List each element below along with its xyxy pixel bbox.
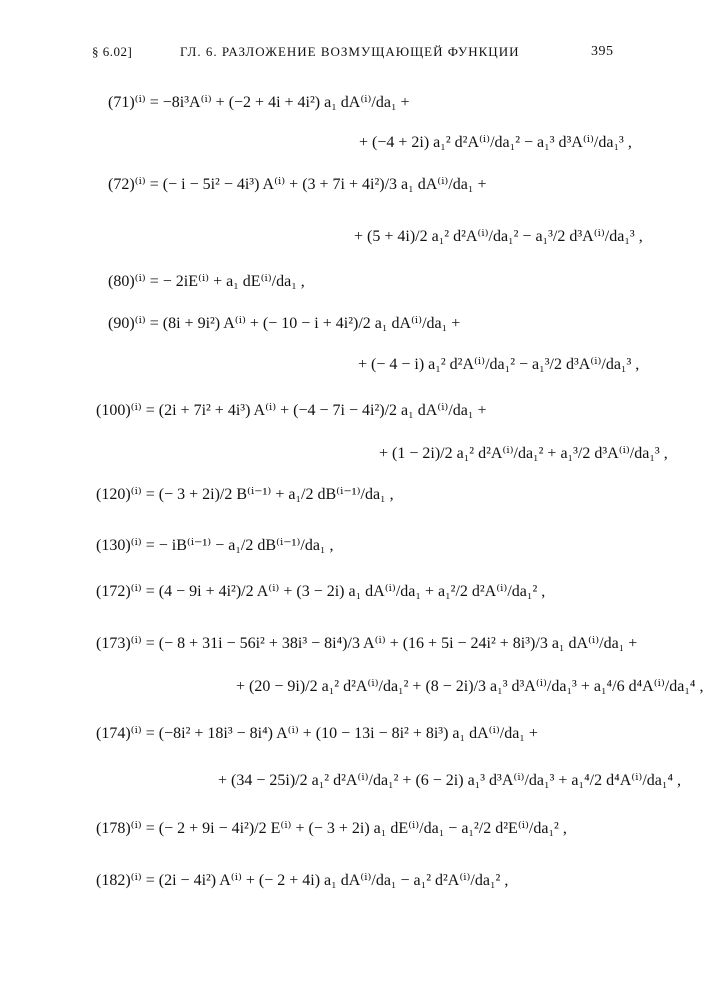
equation-line [96, 870, 510, 890]
equation-line [108, 271, 307, 291]
equation-label: (80)⁽ⁱ⁾ = [108, 273, 159, 290]
equation-label: (174)⁽ⁱ⁾ = [96, 725, 155, 742]
equation-expression: (2i + 7i² + 4i³) A⁽ⁱ⁾ + (−4 − 7i − 4i²)/2 a₁ dA⁽ⁱ⁾/da₁ + [158, 402, 487, 419]
equation-expression: − iB⁽ⁱ⁻¹⁾ − a₁/2 dB⁽ⁱ⁻¹⁾/da₁ , [158, 537, 334, 554]
equation-label: (72)⁽ⁱ⁾ = [108, 176, 159, 193]
equation-line [357, 132, 634, 152]
equation-expression: (− 8 + 31i − 56i² + 38i³ − 8i⁴)/3 A⁽ⁱ⁾ + (16 + 5i − 24i² + 8i³)/3 a₁ dA⁽ⁱ⁾/da₁ + [158, 635, 638, 652]
equation-line [377, 443, 670, 463]
equation-label: (100)⁽ⁱ⁾ = [96, 402, 155, 419]
equation-line [234, 676, 705, 696]
running-title: ГЛ. 6. РАЗЛОЖЕНИЕ ВОЗМУЩАЮЩЕЙ ФУНКЦИИ [180, 44, 520, 59]
equation-expression: + (20 − 9i)/2 a₁² d²A⁽ⁱ⁾/da₁² + (8 − 2i)/3 a₁³ d³A⁽ⁱ⁾/da₁³ + a₁⁴/6 d⁴A⁽ⁱ⁾/da₁⁴ , [236, 678, 704, 695]
equation-expression: (2i − 4i²) A⁽ⁱ⁾ + (− 2 + 4i) a₁ dA⁽ⁱ⁾/da₁ − a₁² d²A⁽ⁱ⁾/da₁² , [158, 872, 509, 889]
equation-line [356, 354, 641, 374]
equation-expression: − 2iE⁽ⁱ⁾ + a₁ dE⁽ⁱ⁾/da₁ , [162, 273, 305, 290]
equation-line [96, 484, 396, 504]
equation-label: (90)⁽ⁱ⁾ = [108, 315, 159, 332]
equation-label: (130)⁽ⁱ⁾ = [96, 537, 155, 554]
equation-label: (173)⁽ⁱ⁾ = [96, 635, 155, 652]
equation-label: (182)⁽ⁱ⁾ = [96, 872, 155, 889]
equation-line [96, 535, 336, 555]
equation-expression: −8i³A⁽ⁱ⁾ + (−2 + 4i + 4i²) a₁ dA⁽ⁱ⁾/da₁ + [162, 94, 410, 111]
equation-expression: (4 − 9i + 4i²)/2 A⁽ⁱ⁾ + (3 − 2i) a₁ dA⁽ⁱ⁾/da₁ + a₁²/2 d²A⁽ⁱ⁾/da₁² , [158, 583, 546, 600]
equation-expression: (− 3 + 2i)/2 B⁽ⁱ⁻¹⁾ + a₁/2 dB⁽ⁱ⁻¹⁾/da₁ , [158, 486, 394, 503]
equation-line [96, 581, 547, 601]
equation-expression: + (5 + 4i)/2 a₁² d²A⁽ⁱ⁾/da₁² − a₁³/2 d³A⁽ⁱ⁾/da₁³ , [354, 228, 643, 245]
equation-line [96, 818, 569, 838]
section-marker: § 6.02] [92, 44, 133, 59]
equation-line [108, 92, 412, 112]
equation-line [108, 313, 462, 333]
equation-label: (172)⁽ⁱ⁾ = [96, 583, 155, 600]
equation-expression: + (− 4 − i) a₁² d²A⁽ⁱ⁾/da₁² − a₁³/2 d³A⁽ⁱ⁾/da₁³ , [358, 356, 640, 373]
equation-expression: (8i + 9i²) A⁽ⁱ⁾ + (− 10 − i + 4i²)/2 a₁ dA⁽ⁱ⁾/da₁ + [162, 315, 461, 332]
equation-expression: (− i − 5i² − 4i³) A⁽ⁱ⁾ + (3 + 7i + 4i²)/3 a₁ dA⁽ⁱ⁾/da₁ + [162, 176, 487, 193]
equation-expression: (−8i² + 18i³ − 8i⁴) A⁽ⁱ⁾ + (10 − 13i − 8i² + 8i³) a₁ dA⁽ⁱ⁾/da₁ + [158, 725, 538, 742]
equation-line [216, 770, 683, 790]
equation-label: (120)⁽ⁱ⁾ = [96, 486, 155, 503]
equation-line [96, 723, 540, 743]
equation-expression: + (1 − 2i)/2 a₁² d²A⁽ⁱ⁾/da₁² + a₁³/2 d³A⁽ⁱ⁾/da₁³ , [379, 445, 668, 462]
equation-line [96, 633, 639, 653]
equation-expression: + (34 − 25i)/2 a₁² d²A⁽ⁱ⁾/da₁² + (6 − 2i) a₁³ d³A⁽ⁱ⁾/da₁³ + a₁⁴/2 d⁴A⁽ⁱ⁾/da₁⁴ , [218, 772, 682, 789]
equation-expression: (− 2 + 9i − 4i²)/2 E⁽ⁱ⁾ + (− 3 + 2i) a₁ dE⁽ⁱ⁾/da₁ − a₁²/2 d²E⁽ⁱ⁾/da₁² , [158, 820, 567, 837]
equation-label: (71)⁽ⁱ⁾ = [108, 94, 159, 111]
page-number: 395 [591, 44, 614, 59]
equation-line [108, 174, 489, 194]
equation-expression: + (−4 + 2i) a₁² d²A⁽ⁱ⁾/da₁² − a₁³ d³A⁽ⁱ⁾/da₁³ , [359, 134, 632, 151]
equation-label: (178)⁽ⁱ⁾ = [96, 820, 155, 837]
equation-line [352, 226, 645, 246]
equation-line [96, 400, 489, 420]
